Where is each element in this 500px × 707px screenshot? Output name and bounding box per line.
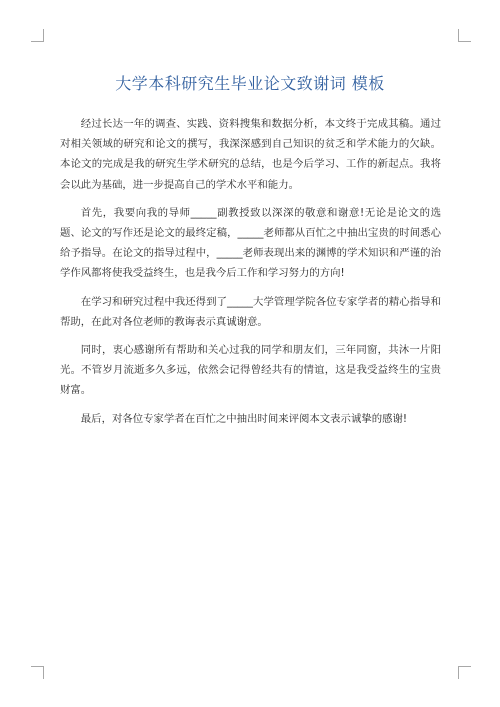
document-body [60, 114, 441, 437]
paragraph-faculty-thanks: 在学习和研究过程中我还得到了_____大学管理学院各位专家学者的精心指导和帮助，在此对各位老师的教诲表示真诚谢意。 [60, 295, 441, 328]
paragraph-friends-thanks: 同时，衷心感谢所有帮助和关心过我的同学和朋友们，三年同窗，共沐一片阳光。不管岁月流逝多久多远，依然会记得曾经共有的情谊，这是我受益终生的宝贵财富。 [60, 344, 441, 397]
crop-mark-bottom-right [458, 666, 471, 679]
document-title: 大学本科研究生毕业论文致谢词 模板 [115, 73, 385, 93]
crop-mark-top-right [458, 29, 471, 42]
paragraph-reviewers-thanks: 最后，对各位专家学者在百忙之中抽出时间来评阅本文表示诚挚的感谢! [80, 412, 408, 425]
paragraph-advisor-thanks: 首先，我要向我的导师_____副教授致以深深的敬意和谢意!无论是论文的选题、论文的写作还是论文的最终定稿，_____老师都从百忙之中抽出宝贵的时间悉心给予指导。在论文的指导过程中，_____老师表现出来的渊博的学术知识和严谨的治学作风都将使我受益终生，也是我今后工作和学习努力的方向! [60, 206, 441, 280]
crop-mark-bottom-left [31, 666, 44, 679]
crop-mark-top-left [31, 29, 44, 42]
paragraph-intro: 经过长达一年的调查、实践、资料搜集和数据分析，本文终于完成其稿。通过对相关领域的研究和论文的撰写，我深深感到自己知识的贫乏和学术能力的欠缺。本论文的完成是我的研究生学术研究的总结，也是今后学习、工作的新起点。我将会以此为基础，进一步提高自己的学术水平和能力。 [60, 118, 441, 191]
